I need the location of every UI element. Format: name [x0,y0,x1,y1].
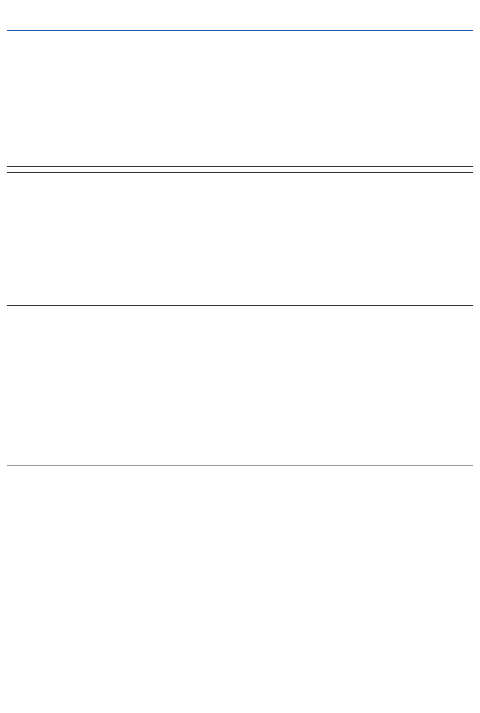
acta-heading [7,305,473,310]
locales-votacion [7,465,473,645]
locales-col-2 [126,470,237,645]
top-mesas-block [7,34,473,166]
nomina-section [7,173,473,302]
locales-col-4 [363,470,474,645]
nomina-lead-notice [7,176,95,302]
page-header [7,4,473,31]
acta-body [7,316,473,461]
locales-col-3 [244,470,355,645]
locales-col-1 [7,470,118,645]
